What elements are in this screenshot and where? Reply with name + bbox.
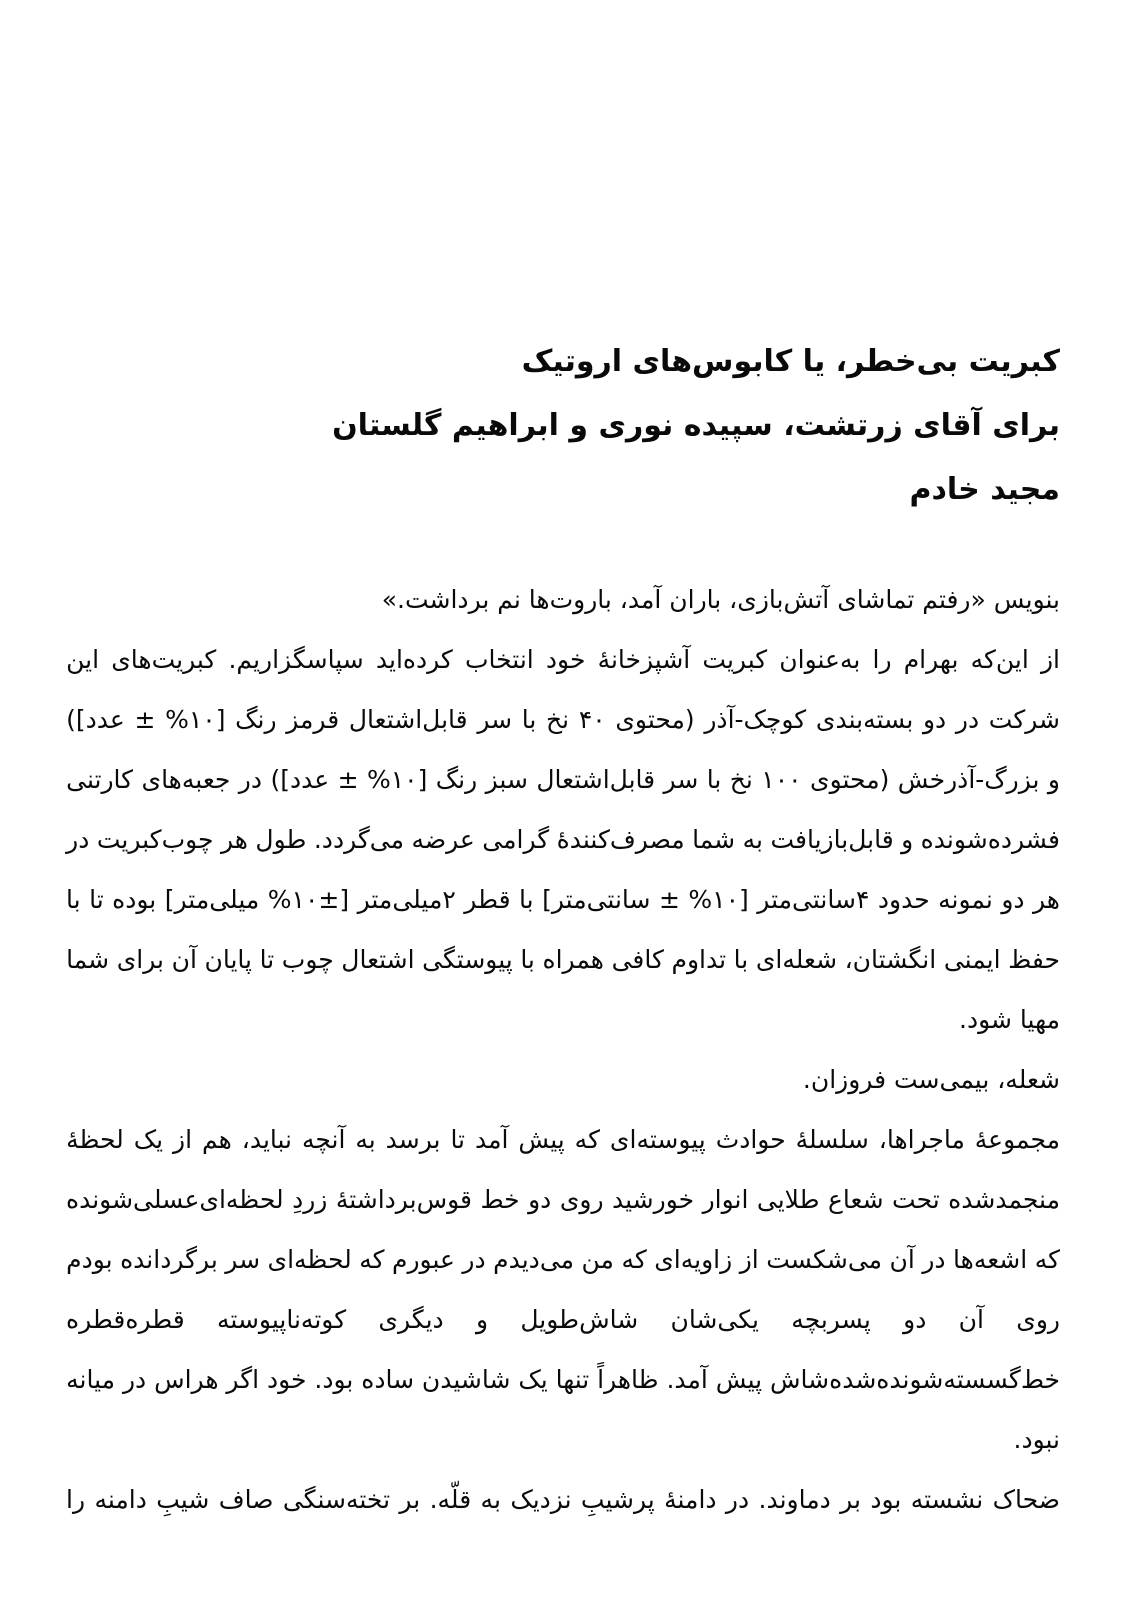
page-content [66,0,1060,1530]
dedication-line: برای آقای زرتشت، سپیده نوری و ابراهیم گلستان [332,408,1060,443]
body-line: بنویس «رفتم تماشای آتش‌بازی، باران آمد، باروت‌ها نم برداشت.» [381,585,1060,614]
body-line: خط‌گسسته‌شونده‌شده‌شاش پیش آمد. ظاهراً تنها یک شاشیدن ساده بود. خود اگر هراس در میانه [66,1365,1060,1394]
author-name: مجید خادم [909,472,1060,507]
story-title: کبریت بی‌خطر، یا کابوس‌های اروتیک [521,344,1060,379]
body-line: شعله، بیمی‌ست فروزان. [802,1065,1060,1094]
body-line: فشرده‌شونده و قابل‌بازیافت به شما مصرف‌کنندهٔ گرامی عرضه می‌گردد. طول هر چوب‌کبریت در [66,825,1060,854]
body-line: نبود. [1013,1425,1060,1454]
body-line: ضحاک نشسته بود بر دماوند. در دامنهٔ پرشیبِ نزدیک به قلّه. بر تخته‌سنگی صاف شیبِ دامنه را [66,1485,1060,1514]
body-line: حفظ ایمنی انگشتان، شعله‌ای با تداوم کافی همراه با پیوستگی اشتعال چوب تا پایان آن برای شما [66,945,1060,974]
body-line: مجموعهٔ ماجراها، سلسلهٔ حوادث پیوسته‌ای که پیش آمد تا برسد به آنچه نباید، هم از یک لحظهٔ [66,1125,1060,1154]
body-line: منجمدشده تحت شعاع طلایی انوار خورشید روی دو خط قوس‌برداشتهٔ زردِ لحظه‌ای‌عسلی‌شونده [66,1185,1060,1214]
body-line: و بزرگ-آذرخش (محتوی ۱۰۰ نخ با سر قابل‌اشتعال سبز رنگ [%۱۰ ± عدد]) در جعبه‌های کارتنی [66,765,1060,794]
body-line: مهیا شود. [959,1005,1060,1034]
body-line: روی آن دو پسربچه یکی‌شان شاش‌طویل و دیگری کوته‌ناپیوسته قطره‌قطره [66,1305,1060,1334]
body-line: از این‌که بهرام را به‌عنوان کبریت آشپزخانهٔ خود انتخاب کرده‌اید سپاسگزاریم. کبریت‌های این [66,645,1060,674]
body-text [66,570,1060,1530]
body-line: شرکت در دو بسته‌بندی کوچک-آذر (محتوی ۴۰ نخ با سر قابل‌اشتعال قرمز رنگ [%۱۰ ± عدد]) [66,705,1060,734]
body-line: هر دو نمونه حدود ۴سانتی‌متر [%۱۰ ± سانتی‌متر] با قطر ۲میلی‌متر [%۱۰± میلی‌متر] بوده تا با [66,885,1060,914]
body-line: که اشعه‌ها در آن می‌شکست از زاویه‌ای که من می‌دیدم در عبورم که لحظه‌ای سر برگردانده بودم [66,1245,1060,1274]
title-block [66,330,1060,522]
